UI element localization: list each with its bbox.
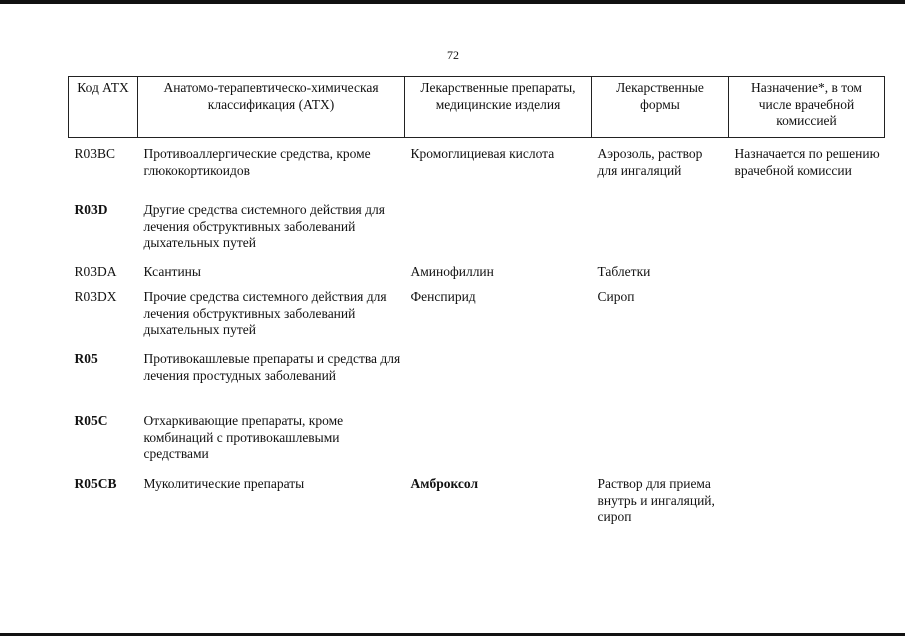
atc-code-cell: R05CB <box>74 476 117 491</box>
top-border-rule <box>0 0 905 4</box>
table-row <box>69 202 885 264</box>
purpose-cell <box>729 476 885 532</box>
table-row <box>69 138 885 203</box>
drug-cell: Фенспирид <box>410 289 476 304</box>
dosage-form-cell <box>592 413 729 476</box>
atc-classification-cell: Противоаллергические средства, кроме глюкокортикоидов <box>143 146 371 178</box>
purpose-cell <box>729 413 885 476</box>
atc-classification-cell: Противокашлевые препараты и средства для лечения простудных заболеваний <box>143 351 401 383</box>
atc-classification-cell: Прочие средства системного действия для лечения обструктивных заболеваний дыхательных путей <box>143 289 387 337</box>
purpose-cell <box>729 202 885 264</box>
drug-cell <box>405 351 592 413</box>
atc-drug-table <box>68 76 885 532</box>
atc-classification-cell: Другие средства системного действия для лечения обструктивных заболеваний дыхательных путей <box>143 202 385 250</box>
drug-cell <box>405 202 592 264</box>
table-row <box>69 351 885 413</box>
atc-code-cell: R05C <box>74 413 108 428</box>
dosage-form-cell <box>592 202 729 264</box>
header-dosage-forms: Лекарственные формы <box>592 77 729 138</box>
purpose-cell <box>729 264 885 289</box>
dosage-form-cell <box>592 351 729 413</box>
drug-cell <box>405 413 592 476</box>
purpose-cell <box>729 289 885 351</box>
atc-code-cell: R03D <box>74 202 108 217</box>
dosage-form-cell: Раствор для приема внутрь и ингаляций, сироп <box>597 476 715 524</box>
purpose-cell: Назначается по решению врачебной комиссии <box>734 146 880 178</box>
dosage-form-cell: Сироп <box>597 289 635 304</box>
drug-cell: Кромоглициевая кислота <box>410 146 555 161</box>
atc-classification-cell: Муколитические препараты <box>143 476 305 491</box>
purpose-cell <box>729 351 885 413</box>
table-row <box>69 264 885 289</box>
atc-code-cell: R03BC <box>74 146 116 161</box>
bottom-border-rule <box>0 633 905 636</box>
page-number: 72 <box>447 48 459 62</box>
table-row <box>69 413 885 476</box>
header-atc-code: Код АТХ <box>69 77 138 138</box>
atc-classification-cell: Отхаркивающие препараты, кроме комбинаций с противокашлевыми средствами <box>143 413 344 461</box>
dosage-form-cell: Аэрозоль, раствор для ингаляций <box>597 146 703 178</box>
dosage-form-cell: Таблетки <box>597 264 651 279</box>
header-purpose: Назначение*, в том числе врачебной комиссией <box>729 77 885 138</box>
table-row <box>69 476 885 532</box>
table-header-row <box>69 77 885 138</box>
header-drugs: Лекарственные препараты, медицинские изделия <box>405 77 592 138</box>
drug-cell: Аминофиллин <box>410 264 494 279</box>
atc-code-cell: R03DA <box>74 264 117 279</box>
drug-cell: Амброксол <box>410 476 479 491</box>
header-atc-classification: Анатомо-терапевтическо-химическая классификация (АТХ) <box>138 77 405 138</box>
atc-classification-cell: Ксантины <box>143 264 201 279</box>
atc-code-cell: R03DX <box>74 289 117 304</box>
table-row <box>69 289 885 351</box>
atc-code-cell: R05 <box>74 351 98 366</box>
